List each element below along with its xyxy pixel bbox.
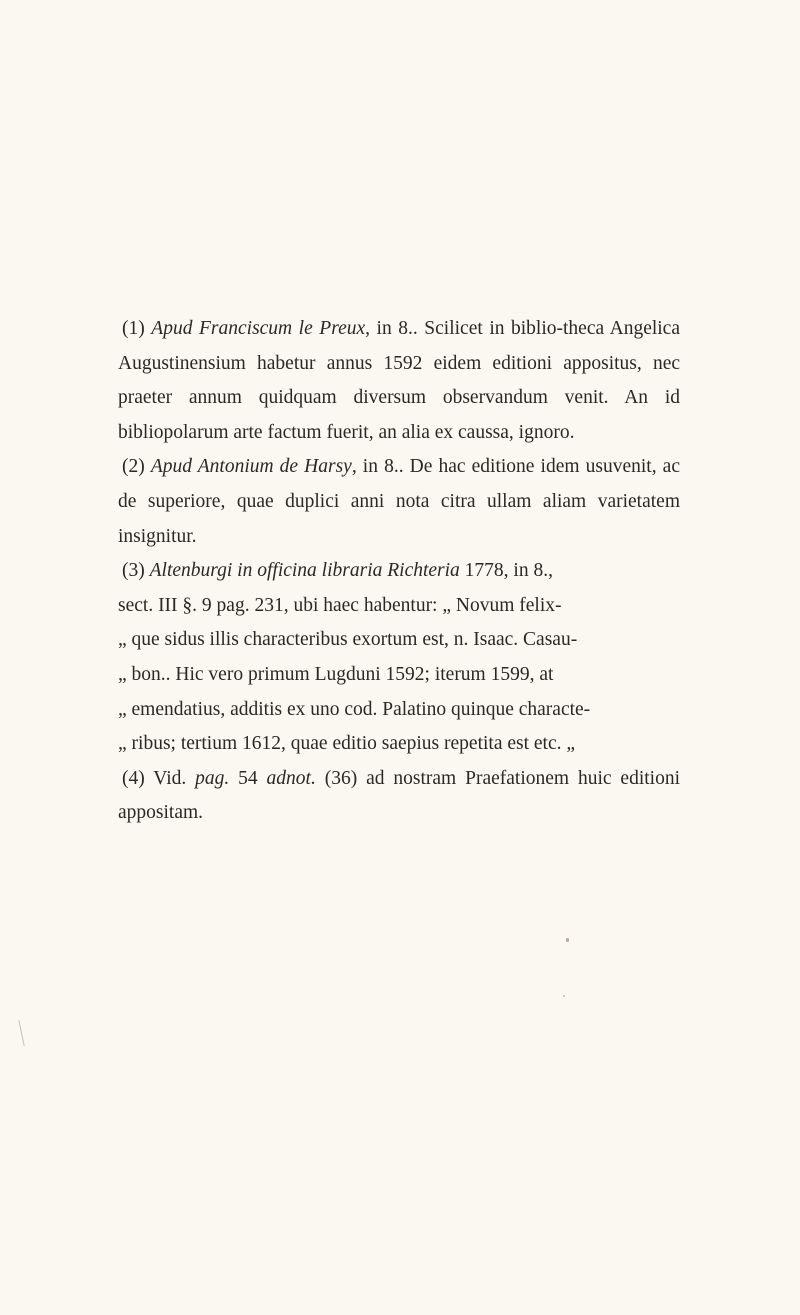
paper-speck	[566, 938, 569, 942]
paper-speck	[563, 995, 565, 997]
footnote-text: , in 8.. Scilicet in biblio-theca Angelica Augustinensium habetur annus 1592 eidem editioni appositus, nec praeter annum quidquam diversum observandum venit. An id bibliopolarum arte factum fuerit, an alia ex caussa, ignoro.	[118, 318, 680, 443]
footnote-text: 54	[229, 767, 267, 789]
footnote-place: Apud Antonium de Harsy	[150, 456, 352, 478]
footnote-place: Apud Franciscum le Preux	[151, 318, 366, 339]
footnote-3-line: „ bon.. Hic vero primum Lugduni 1592; iterum 1599, at	[118, 663, 554, 685]
footnote-text-line: 1778, in 8.,	[459, 560, 553, 582]
footnote-text: , in 8.. De hac editione idem usuvenit, ac de superiore, quae duplici anni nota citra ullam aliam varietatem insignitur.	[118, 456, 680, 547]
footnote-2	[118, 450, 680, 554]
footnote-text: Vid.	[144, 767, 196, 789]
paper-mark	[18, 1020, 24, 1046]
footnote-abbrev: pag.	[195, 767, 230, 789]
footnote-abbrev: adnot.	[266, 767, 316, 789]
footnote-3	[118, 554, 680, 589]
footnote-number: (3)	[122, 560, 145, 582]
footnote-text: (36) ad nostram Praefationem huic editioni appositam.	[118, 767, 680, 824]
footnote-3-line: sect. III §. 9 pag. 231, ubi haec habentur: „ Novum felix-	[118, 594, 562, 616]
footnote-3-line: „ ribus; tertium 1612, quae editio saepius repetita est etc. „	[118, 733, 576, 755]
footnote-place: Altenburgi in officina libraria Richteria	[149, 560, 460, 582]
footnote-number: (2)	[122, 456, 145, 478]
footnote-number: (4)	[122, 767, 145, 789]
footnote-4	[118, 762, 680, 831]
footnotes	[118, 312, 680, 831]
footnote-3-line: „ que sidus illis characteribus exortum est, n. Isaac. Casau-	[118, 629, 578, 651]
footnote-3-line: „ emendatius, additis ex uno cod. Palatino quinque characte-	[118, 698, 591, 720]
footnote-1	[118, 312, 680, 450]
footnote-number: (1)	[122, 318, 145, 339]
